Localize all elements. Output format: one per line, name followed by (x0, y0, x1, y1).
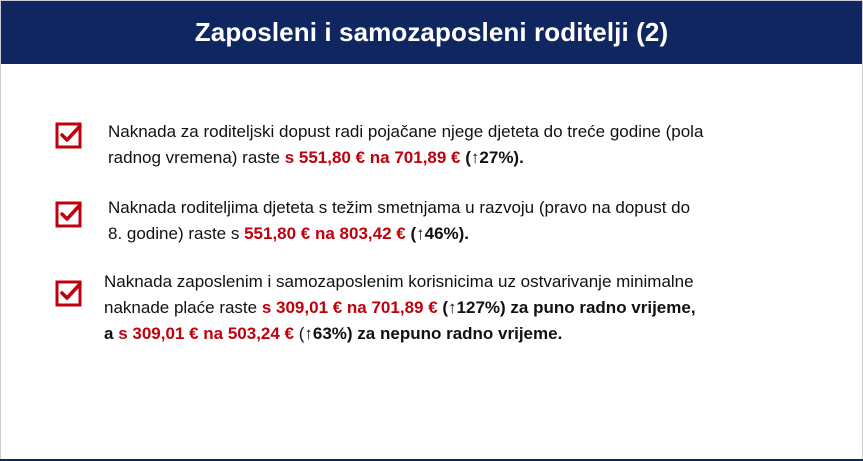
item-text (104, 269, 696, 347)
amount-highlight: s 309,01 € na 701,89 € (261, 298, 438, 317)
arrow-up-icon: ↑ (416, 224, 425, 243)
item-line (108, 221, 690, 247)
checkbox-checked-icon (54, 120, 84, 150)
item-text (108, 119, 703, 171)
item-line: Naknada za roditeljski dopust radi pojačane njege djeteta do treće godine (pola (108, 122, 704, 141)
checkbox-checked-icon (54, 199, 84, 229)
item-text-pre: naknade plaće raste (104, 298, 262, 317)
item-text (108, 195, 690, 247)
item-line: Naknada roditeljima djeteta s težim smetnjama u razvoju (pravo na dopust do (108, 198, 691, 217)
percent-change: 127%) za puno radno vrijeme, (456, 298, 696, 317)
amount-highlight: 551,80 € na 803,42 € (244, 224, 406, 243)
item-text-pre: a (104, 324, 119, 343)
item-tail: ( (437, 298, 449, 317)
item-line (104, 295, 696, 321)
percent-change: 46%). (424, 224, 470, 243)
arrow-up-icon: ↑ (470, 148, 480, 167)
list-item (54, 272, 696, 347)
list-item (54, 199, 690, 247)
checkbox-checked-icon (54, 278, 84, 308)
item-text-pre: radnog vremena) raste (108, 148, 285, 167)
amount-highlight: s 551,80 € na 701,89 € (284, 148, 461, 167)
item-tail: ( (294, 324, 305, 343)
list-item (54, 120, 703, 171)
arrow-up-icon: ↑ (448, 298, 457, 317)
title-bar (1, 1, 862, 64)
slide-title: Zaposleni i samozaposleni roditelji (2) (194, 17, 669, 47)
percent-change: 63%) za nepuno radno vrijeme. (312, 324, 563, 343)
item-tail: ( (460, 148, 471, 167)
item-line (104, 321, 696, 347)
item-tail: ( (405, 224, 417, 243)
arrow-up-icon: ↑ (304, 324, 313, 343)
item-text-pre: 8. godine) raste s (108, 224, 245, 243)
percent-change: 27%). (479, 148, 524, 167)
amount-highlight: s 309,01 € na 503,24 € (118, 324, 294, 343)
item-line: Naknada zaposlenim i samozaposlenim korisnicima uz ostvarivanje minimalne (104, 272, 694, 291)
item-line (108, 145, 703, 171)
